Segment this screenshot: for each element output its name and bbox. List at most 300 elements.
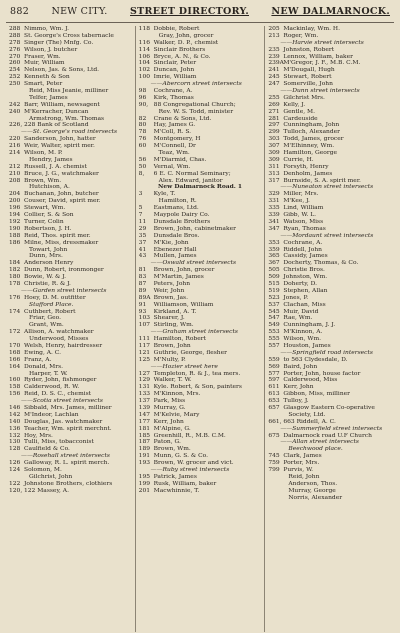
house-number: 132 — [9, 432, 21, 439]
occupant-name: Glasgow Eastern Co-operative — [283, 404, 375, 411]
house-number: 210 — [9, 170, 21, 177]
directory-entry — [268, 226, 391, 233]
house-number: 116 — [138, 39, 151, 46]
directory-entry — [9, 446, 132, 453]
house-number: 120, — [9, 487, 23, 494]
header-title: STREET DIRECTORY. — [130, 6, 249, 17]
directory-entry — [268, 405, 391, 412]
directory-entry — [139, 54, 262, 61]
house-number: 250 — [9, 81, 21, 88]
directory-entry — [9, 488, 132, 495]
occupant-name: Barr, William, newsagent — [24, 101, 100, 108]
occupant-name: Nimmo, Wm. J. — [24, 26, 70, 32]
house-number: 193 — [138, 460, 151, 467]
house-number: 96 — [138, 94, 147, 101]
house-number: 87 — [138, 280, 147, 287]
occupant-name: Johnstone Brothers, clothiers — [24, 480, 113, 487]
occupant-name: Donald, Mrs. — [24, 363, 64, 370]
directory-entry — [268, 398, 391, 405]
directory-entry — [139, 446, 262, 453]
directory-entry — [9, 481, 132, 488]
directory-entry-continuation: Reid, John — [288, 473, 320, 480]
house-number: 577 — [268, 370, 280, 377]
house-number: 114 — [138, 46, 151, 53]
directory-entry-continuation: Alex. Edward, janitor — [158, 177, 223, 184]
occupant-name: Calderwood, R. W. — [24, 384, 80, 391]
house-number: 103 — [138, 315, 151, 322]
directory-entry — [9, 329, 132, 336]
house-number: 107 — [138, 322, 151, 329]
house-number: 93 — [138, 308, 147, 315]
directory-entry — [9, 240, 132, 247]
house-number: 178 — [9, 280, 21, 287]
house-number: 174 — [9, 308, 21, 315]
occupant-name: Reid, D. S. C., chemist — [24, 391, 92, 398]
occupant-name: Guthrie, George, flesher — [153, 349, 227, 356]
house-number: 194 — [9, 212, 21, 219]
directory-entry — [9, 54, 132, 61]
directory-entry-continuation: Rev. W. S. Todd, minister — [158, 108, 234, 115]
occupant-name: Maypole Dairy Co. — [153, 212, 210, 219]
directory-entry — [9, 260, 132, 267]
column-2 — [135, 26, 265, 632]
occupant-name: Montgomery, H — [153, 136, 201, 143]
directory-entry-continuation: Underwood, Misses — [29, 336, 89, 343]
house-number: 7 — [138, 212, 143, 219]
occupant-name: Houston, James — [283, 342, 331, 349]
directory-entry — [268, 288, 391, 295]
directory-entry — [9, 377, 132, 384]
house-number: 172 — [9, 329, 21, 336]
directory-entry — [139, 377, 262, 384]
house-number: 43 — [138, 253, 147, 260]
house-number: 339 — [268, 212, 280, 219]
house-number: 367 — [268, 260, 280, 267]
directory-entry — [268, 433, 391, 440]
occupant-name: Brown, Wm. — [24, 177, 62, 184]
intersection-note: ——Ruby street intersects — [150, 467, 230, 473]
house-number: 240 — [9, 108, 21, 115]
house-number: 331 — [268, 198, 280, 205]
occupant-name: Mackinlay, Wm. H. — [283, 26, 340, 32]
house-number: 164 — [9, 363, 21, 370]
occupant-name: Walker, D. P., chemist — [153, 39, 219, 46]
occupant-name: Dunsdale Brothers — [153, 218, 211, 225]
house-number: 661, — [268, 418, 282, 425]
occupant-name: Sibbald, Mrs. James, milliner — [24, 404, 112, 411]
directory-entry — [9, 267, 132, 274]
house-number: 675 — [268, 432, 280, 439]
occupant-name: Brown, Wm. — [153, 446, 191, 453]
directory-entry — [268, 47, 391, 54]
house-number: 146 — [9, 404, 21, 411]
directory-entry — [9, 281, 132, 288]
occupant-name: Brown, Jas. — [153, 294, 188, 301]
directory-entry — [268, 150, 391, 157]
intersection-note: ——Oswald street intersects — [150, 260, 237, 267]
occupant-name: Calderwood, Miss — [283, 377, 338, 384]
directory-entry — [139, 371, 262, 378]
house-number: 127 — [138, 370, 151, 377]
directory-entry-continuation: Norris, Alexander — [288, 494, 343, 501]
directory-entry — [268, 109, 391, 116]
house-number: 117 — [138, 342, 151, 349]
occupant-name: Tulli, Miss, tobacconist — [24, 439, 94, 446]
occupant-name: Sinclair Brothers — [153, 46, 206, 53]
house-number: 213 — [268, 32, 280, 39]
directory-entry — [139, 233, 262, 240]
directory-entry — [268, 116, 391, 123]
occupant-name: Munn, G. S. & Co. — [153, 453, 209, 460]
directory-entry — [9, 102, 132, 109]
house-number: 276 — [9, 46, 21, 53]
occupant-name: M'Kie, John — [153, 239, 189, 246]
directory-entry — [9, 178, 132, 185]
occupant-name: Gibb, W. L. — [283, 212, 317, 219]
directory-entry — [268, 419, 391, 426]
house-number: 235 — [268, 46, 280, 53]
directory-entry — [268, 95, 391, 102]
directory-entry — [9, 26, 132, 33]
house-number: 271 — [268, 108, 280, 115]
house-number: 104 — [138, 60, 151, 67]
directory-entry-continuation: Hamilton, R. — [158, 198, 197, 205]
occupant-name: Murray, G. — [153, 404, 186, 411]
occupant-name: Gentle, M. — [283, 108, 315, 115]
house-number: 288 — [9, 26, 21, 32]
occupant-name: Currie, H. — [283, 156, 314, 163]
house-number: 192 — [9, 218, 21, 225]
directory-entry — [139, 171, 262, 178]
occupant-name: Cunningham, J. J. — [283, 322, 336, 329]
house-number: 557 — [268, 342, 280, 349]
occupant-name: Caulfield & Co. — [24, 446, 70, 453]
directory-entry — [9, 439, 132, 446]
directory-entry-continuation: Gray, John, grocer — [158, 32, 214, 39]
directory-entry — [9, 274, 132, 281]
house-number: 313 — [268, 170, 280, 177]
house-number: 307 — [268, 143, 280, 150]
occupant-name: Hoy, Mrs. — [24, 432, 53, 439]
house-number: 156 — [9, 391, 21, 398]
intersection-note: ——Summerfield street intersects — [280, 425, 383, 432]
house-number: 191 — [138, 453, 151, 460]
directory-entry — [139, 439, 262, 446]
house-number: 657 — [268, 404, 280, 411]
house-number: 555 — [268, 336, 280, 343]
directory-entry — [9, 109, 132, 116]
house-number: 128 — [9, 446, 21, 453]
house-number: 523 — [268, 294, 280, 301]
occupant-name: Purvis, W. — [283, 467, 314, 473]
occupant-name: Hay, James G. — [153, 122, 196, 129]
house-number: 126 — [9, 460, 21, 467]
page-header — [6, 6, 394, 23]
occupant-name: M'Diarmid, Chas. — [153, 156, 207, 163]
directory-entry — [268, 329, 391, 336]
directory-entry — [268, 178, 391, 185]
occupant-name: Milne, Miss, dressmaker — [24, 239, 99, 246]
occupant-name: Rusk, William, baker — [153, 480, 217, 487]
house-number: 121 — [138, 349, 151, 356]
house-number: 365 — [268, 253, 280, 260]
directory-entry — [139, 398, 262, 405]
occupant-name: Johnston, Robert — [283, 46, 335, 53]
house-number: 505 — [268, 267, 280, 274]
house-number: 216 — [9, 143, 21, 150]
directory-entry — [9, 67, 132, 74]
house-number: 35 — [138, 232, 147, 239]
house-number: 311 — [268, 163, 280, 170]
occupant-name: Paton, G. — [153, 439, 181, 446]
house-number: 297 — [268, 122, 280, 129]
occupant-name: Ebenezer Hall — [153, 246, 197, 253]
occupant-name: Tulloch, Alexander — [283, 129, 340, 136]
house-number: 3 — [138, 191, 143, 198]
directory-entry — [139, 322, 262, 329]
occupant-name: Brown, John, cabinetmaker — [153, 225, 236, 232]
house-number: 147 — [138, 411, 151, 418]
house-number: 195 — [138, 473, 151, 480]
directory-entry — [139, 350, 262, 357]
house-number: 111 — [138, 336, 151, 343]
occupant-name: Wilson, Wm. — [283, 336, 321, 343]
occupant-name: Doherty, D. — [283, 280, 318, 287]
intersection-note: ——Rosehall street intersects — [21, 453, 110, 460]
directory-entry-continuation: Grant, Wm. — [29, 322, 64, 329]
occupant-name: Nelson, Jas. & Sons, Ltd. — [24, 67, 100, 74]
directory-entry — [139, 164, 262, 171]
column-1 — [6, 26, 135, 632]
house-number: 239 — [268, 53, 280, 60]
occupant-name: Vernal, Wm. — [153, 163, 191, 170]
house-number: 745 — [268, 453, 280, 460]
directory-entry — [139, 453, 262, 460]
directory-entry — [268, 467, 391, 474]
directory-entry — [139, 116, 262, 123]
occupant-name: Sinclair, Peter — [153, 60, 197, 67]
directory-entry — [268, 371, 391, 378]
house-number: 180 — [9, 274, 21, 281]
house-number: 199 — [138, 480, 151, 487]
house-number: 82 — [138, 115, 147, 122]
occupant-name: Russell, J. A. chemist — [24, 163, 87, 170]
house-number: 519 — [268, 287, 280, 294]
occupant-name: Hoey, D. M. outfitter — [24, 294, 86, 301]
house-number: 278 — [9, 39, 21, 46]
directory-entry-continuation: Harper, T. W. — [29, 370, 68, 377]
house-number: 341 — [268, 218, 280, 225]
directory-entry — [268, 198, 391, 205]
directory-entry — [268, 171, 391, 178]
house-number: 252 — [9, 74, 21, 81]
house-number: 597 — [268, 377, 280, 384]
directory-entry — [268, 60, 391, 67]
directory-entry — [9, 391, 132, 398]
directory-entry — [268, 384, 391, 391]
occupant-name: Macwhinnie, T. — [153, 487, 200, 494]
directory-entry — [139, 357, 262, 364]
occupant-name: Cunningham, John — [283, 122, 340, 129]
directory-entry — [268, 247, 391, 254]
house-number: 41 — [138, 246, 147, 253]
directory-entry — [268, 336, 391, 343]
directory-entry-continuation: Reid, Miss Jeanie, milliner — [29, 88, 109, 95]
directory-entry — [268, 26, 391, 33]
house-number: 260 — [9, 60, 21, 67]
directory-entry — [9, 81, 132, 88]
directory-entry — [139, 67, 262, 74]
directory-entry — [139, 205, 262, 212]
house-number: 80 — [138, 122, 147, 129]
directory-entry-continuation: Towart, John — [29, 246, 68, 253]
occupant-name: Imrie, William — [153, 74, 197, 81]
occupant-name: Turner, Colin — [24, 218, 64, 225]
occupant-name: M'Elhinney, Wm. — [283, 143, 335, 150]
place-heading: Beechwood place. — [288, 446, 343, 453]
occupant-name: Templeton, R. & J., tea mers. — [153, 370, 241, 377]
occupant-name: Reid, Thos. spirit mer. — [24, 232, 91, 239]
occupant-name: M'Kee, J. — [283, 198, 310, 205]
intersection-note: ——Garden street intersects — [21, 287, 107, 294]
occupant-name: Ryder, John, fishmonger — [24, 377, 97, 384]
directory-entry — [268, 157, 391, 164]
house-number: 160 — [9, 377, 21, 384]
intersection-note: ——Graham street intersects — [150, 329, 238, 336]
occupant-name: Docherty, Thomas, & Co. — [283, 260, 359, 267]
occupant-name: Park, Miss — [153, 398, 186, 405]
directory-entry — [9, 171, 132, 178]
occupant-name: 122 Massey, A. — [24, 487, 69, 494]
directory-entry — [9, 164, 132, 171]
occupant-name: M'Kelvie, Mary — [153, 411, 200, 418]
house-number: 76 — [138, 136, 147, 143]
occupant-name: M'Kinnon, A. — [283, 329, 323, 336]
house-number: 509 — [268, 274, 280, 281]
directory-entry — [9, 40, 132, 47]
directory-entry — [268, 295, 391, 302]
occupant-name: to 563 Clydesdale, D. — [283, 356, 348, 363]
house-number: 50 — [138, 163, 147, 170]
house-number: 245 — [268, 74, 280, 81]
directory-entry — [139, 60, 262, 67]
directory-columns — [6, 26, 394, 632]
directory-entry — [268, 219, 391, 226]
directory-entry — [139, 40, 262, 47]
directory-entry — [268, 54, 391, 61]
directory-entry — [268, 343, 391, 350]
occupant-name: Burnside, S. A. spirit mer. — [283, 177, 361, 184]
occupant-name: M'Coll, R. S. — [153, 129, 192, 136]
directory-entry — [268, 191, 391, 198]
occupant-name: Bruce, J. G., watchmaker — [24, 170, 99, 177]
directory-entry — [139, 295, 262, 302]
occupant-name: Jones, P. — [283, 294, 309, 301]
directory-entry — [139, 240, 262, 247]
house-number: 106 — [138, 53, 151, 60]
directory-entry — [268, 143, 391, 150]
occupant-name: Shearer, J. — [153, 315, 185, 322]
occupant-name: Clachan, Miss — [283, 301, 326, 308]
occupant-name: Todd, James, grocer — [283, 136, 344, 143]
house-number: 122 — [9, 480, 21, 487]
directory-entry — [139, 460, 262, 467]
house-number: 168 — [9, 349, 21, 356]
house-number: 187 — [138, 439, 151, 446]
house-number: 270 — [9, 53, 21, 60]
directory-entry — [268, 302, 391, 309]
house-number: 549 — [268, 322, 280, 329]
house-number: 569 — [268, 363, 280, 370]
directory-entry — [139, 315, 262, 322]
directory-entry-continuation: Hendry, James — [29, 156, 73, 163]
directory-entry — [268, 315, 391, 322]
directory-entry — [139, 226, 262, 233]
directory-entry — [139, 88, 262, 95]
house-number: 118 — [138, 26, 151, 32]
occupant-name: Cassidy, James — [283, 253, 328, 260]
intersection-note: ——Springfield road intersects — [280, 349, 373, 356]
occupant-name: Stephen, Allan — [283, 287, 328, 294]
occupant-name: Peters, John — [153, 280, 191, 287]
occupant-name: Kyle. Robert, & Son, painters — [153, 384, 242, 391]
directory-entry-continuation: Gilchrist, John — [29, 473, 73, 480]
column-3 — [264, 26, 394, 632]
house-number: 242 — [9, 101, 21, 108]
house-number: 303 — [268, 136, 280, 143]
directory-entry — [139, 136, 262, 143]
directory-entry — [139, 426, 262, 433]
occupant-name: Rae, Wm. — [283, 315, 313, 322]
directory-entry — [268, 377, 391, 384]
house-number: 131 — [138, 384, 151, 391]
occupant-name: Franz, A. — [24, 356, 52, 363]
directory-entry — [139, 274, 262, 281]
house-number: 98 — [138, 88, 147, 95]
house-number: 653 — [268, 398, 280, 405]
occupant-name: Dobbie, Robert — [153, 26, 200, 32]
directory-entry — [9, 426, 132, 433]
occupant-name: Kirkland, A. T. — [153, 308, 197, 315]
occupant-name: Miller, Mrs. — [283, 191, 319, 198]
house-number: 247 — [268, 81, 280, 88]
house-number: 254 — [9, 67, 21, 74]
directory-entry — [268, 136, 391, 143]
occupant-name: Kelly, J. — [283, 101, 306, 108]
house-number: 196 — [9, 205, 21, 212]
directory-entry — [9, 467, 132, 474]
occupant-name: Riddell, John — [283, 246, 323, 253]
house-number: 208 — [9, 177, 21, 184]
directory-entry — [139, 336, 262, 343]
directory-entry — [9, 357, 132, 364]
house-number: 255 — [268, 94, 280, 101]
directory-entry — [139, 419, 262, 426]
house-number: 91 — [138, 301, 147, 308]
house-number: 129 — [138, 377, 151, 384]
occupant-name: Kirk, Thomas — [153, 94, 194, 101]
house-number: 130 — [9, 439, 21, 446]
occupant-name: Ryan, Thomas — [283, 225, 326, 232]
house-number: 166 — [9, 356, 21, 363]
intersection-note: ——Scotia street intersects — [21, 398, 103, 405]
directory-entry — [9, 460, 132, 467]
house-number: 200 — [9, 198, 21, 205]
directory-entry — [9, 212, 132, 219]
occupant-name: Kenneth & Son — [24, 74, 70, 81]
occupant-name: M'Kinnon, Mrs. — [153, 391, 201, 398]
house-number: 317 — [268, 177, 280, 184]
